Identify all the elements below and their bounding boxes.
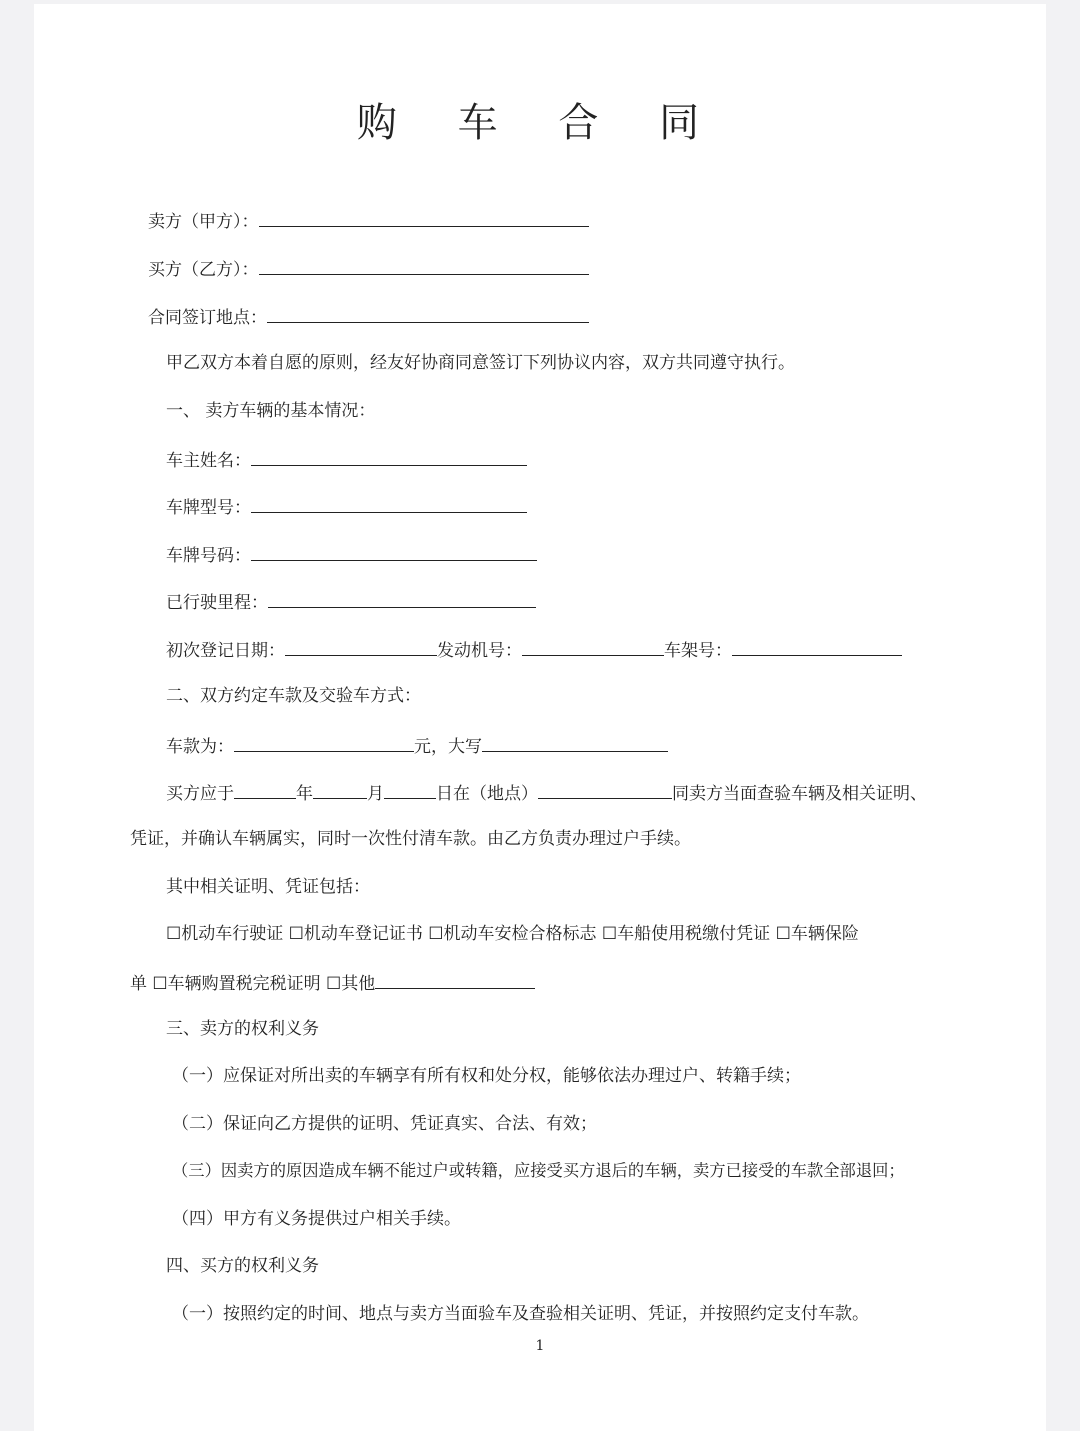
- buyer-field: [148, 256, 589, 281]
- place-label: 合同签订地点：: [148, 308, 267, 328]
- page-number: 1: [535, 1338, 545, 1354]
- confirm-paragraph: 凭证，并确认车辆属实，同时一次性付清车款。由乙方负责办理过户手续。: [130, 829, 691, 849]
- reg-date-blank[interactable]: [285, 637, 437, 656]
- section-3-title: 三、卖方的权利义务: [166, 1019, 319, 1039]
- model-field: [166, 494, 527, 519]
- docs-label: 其中相关证明、凭证包括：: [166, 877, 370, 897]
- year-text: 年: [296, 784, 313, 804]
- section-4-title: 四、买方的权利义务: [166, 1256, 319, 1276]
- price-words-blank[interactable]: [482, 733, 668, 752]
- price-blank[interactable]: [234, 733, 414, 752]
- buyer-blank[interactable]: [259, 256, 589, 275]
- section-3-item-4: （四）甲方有义务提供过户相关手续。: [172, 1209, 461, 1229]
- month-blank[interactable]: [313, 780, 367, 799]
- checkbox-line-2: [130, 970, 535, 995]
- owner-blank[interactable]: [251, 447, 527, 466]
- owner-field: [166, 447, 527, 472]
- plate-field: [166, 542, 537, 567]
- section-4-item-1: （一）按照约定的时间、地点与卖方当面验车及查验相关证明、凭证，并按照约定支付车款。: [172, 1304, 869, 1324]
- seller-field: [148, 208, 589, 233]
- engine-label: 发动机号：: [437, 641, 522, 661]
- owner-label: 车主姓名：: [166, 451, 251, 471]
- section-3-item-2: （二）保证向乙方提供的证明、凭证真实、合法、有效；: [172, 1114, 597, 1134]
- seller-blank[interactable]: [259, 208, 589, 227]
- price-label: 车款为：: [166, 737, 234, 757]
- plate-label: 车牌号码：: [166, 546, 251, 566]
- reg-date-label: 初次登记日期：: [166, 641, 285, 661]
- checkbox-line-2-text[interactable]: 单 ☐车辆购置税完税证明 ☐其他: [130, 974, 376, 994]
- place-field: [148, 304, 589, 329]
- checkbox-line-1[interactable]: ☐机动车行驶证 ☐机动车登记证书 ☐机动车安检合格标志 ☐车船使用税缴付凭证 ☐车辆保险: [166, 924, 859, 944]
- year-blank[interactable]: [234, 780, 296, 799]
- inspection-field: [166, 780, 927, 805]
- plate-blank[interactable]: [251, 542, 537, 561]
- place-blank[interactable]: [267, 304, 589, 323]
- month-text: 月: [367, 784, 384, 804]
- price-unit: 元，大写: [414, 737, 482, 757]
- document-page: [34, 4, 1046, 1431]
- contract-title: 购 车 合 同: [356, 100, 724, 146]
- frame-label: 车架号：: [664, 641, 732, 661]
- section-3-item-3: （三）因卖方的原因造成车辆不能过户或转籍，应接受买方退后的车辆，卖方已接受的车款全部退回；: [172, 1161, 905, 1180]
- model-blank[interactable]: [251, 494, 527, 513]
- intro-paragraph: 甲乙双方本着自愿的原则，经友好协商同意签订下列协议内容，双方共同遵守执行。: [166, 353, 795, 373]
- section-3-item-1: （一）应保证对所出卖的车辆享有所有权和处分权，能够依法办理过户、转籍手续；: [172, 1066, 801, 1086]
- model-label: 车牌型号：: [166, 498, 251, 518]
- day-blank[interactable]: [384, 780, 436, 799]
- seller-label: 卖方（甲方）：: [148, 212, 259, 232]
- buyer-should-text: 买方应于: [166, 784, 234, 804]
- frame-blank[interactable]: [732, 637, 902, 656]
- section-2-title: 二、双方约定车款及交验车方式：: [166, 686, 421, 706]
- mileage-blank[interactable]: [268, 589, 536, 608]
- section-1-title: 一、 卖方车辆的基本情况：: [166, 401, 376, 421]
- mileage-label: 已行驶里程：: [166, 593, 268, 613]
- engine-blank[interactable]: [522, 637, 664, 656]
- day-place-text: 日在（地点）: [436, 784, 538, 804]
- buyer-label: 买方（乙方）：: [148, 260, 259, 280]
- other-blank[interactable]: [375, 970, 535, 989]
- reg-engine-frame-field: [166, 637, 902, 662]
- location-blank[interactable]: [538, 780, 672, 799]
- mileage-field: [166, 589, 536, 614]
- price-field: [166, 733, 668, 758]
- inspect-text: 同卖方当面查验车辆及相关证明、: [672, 784, 927, 804]
